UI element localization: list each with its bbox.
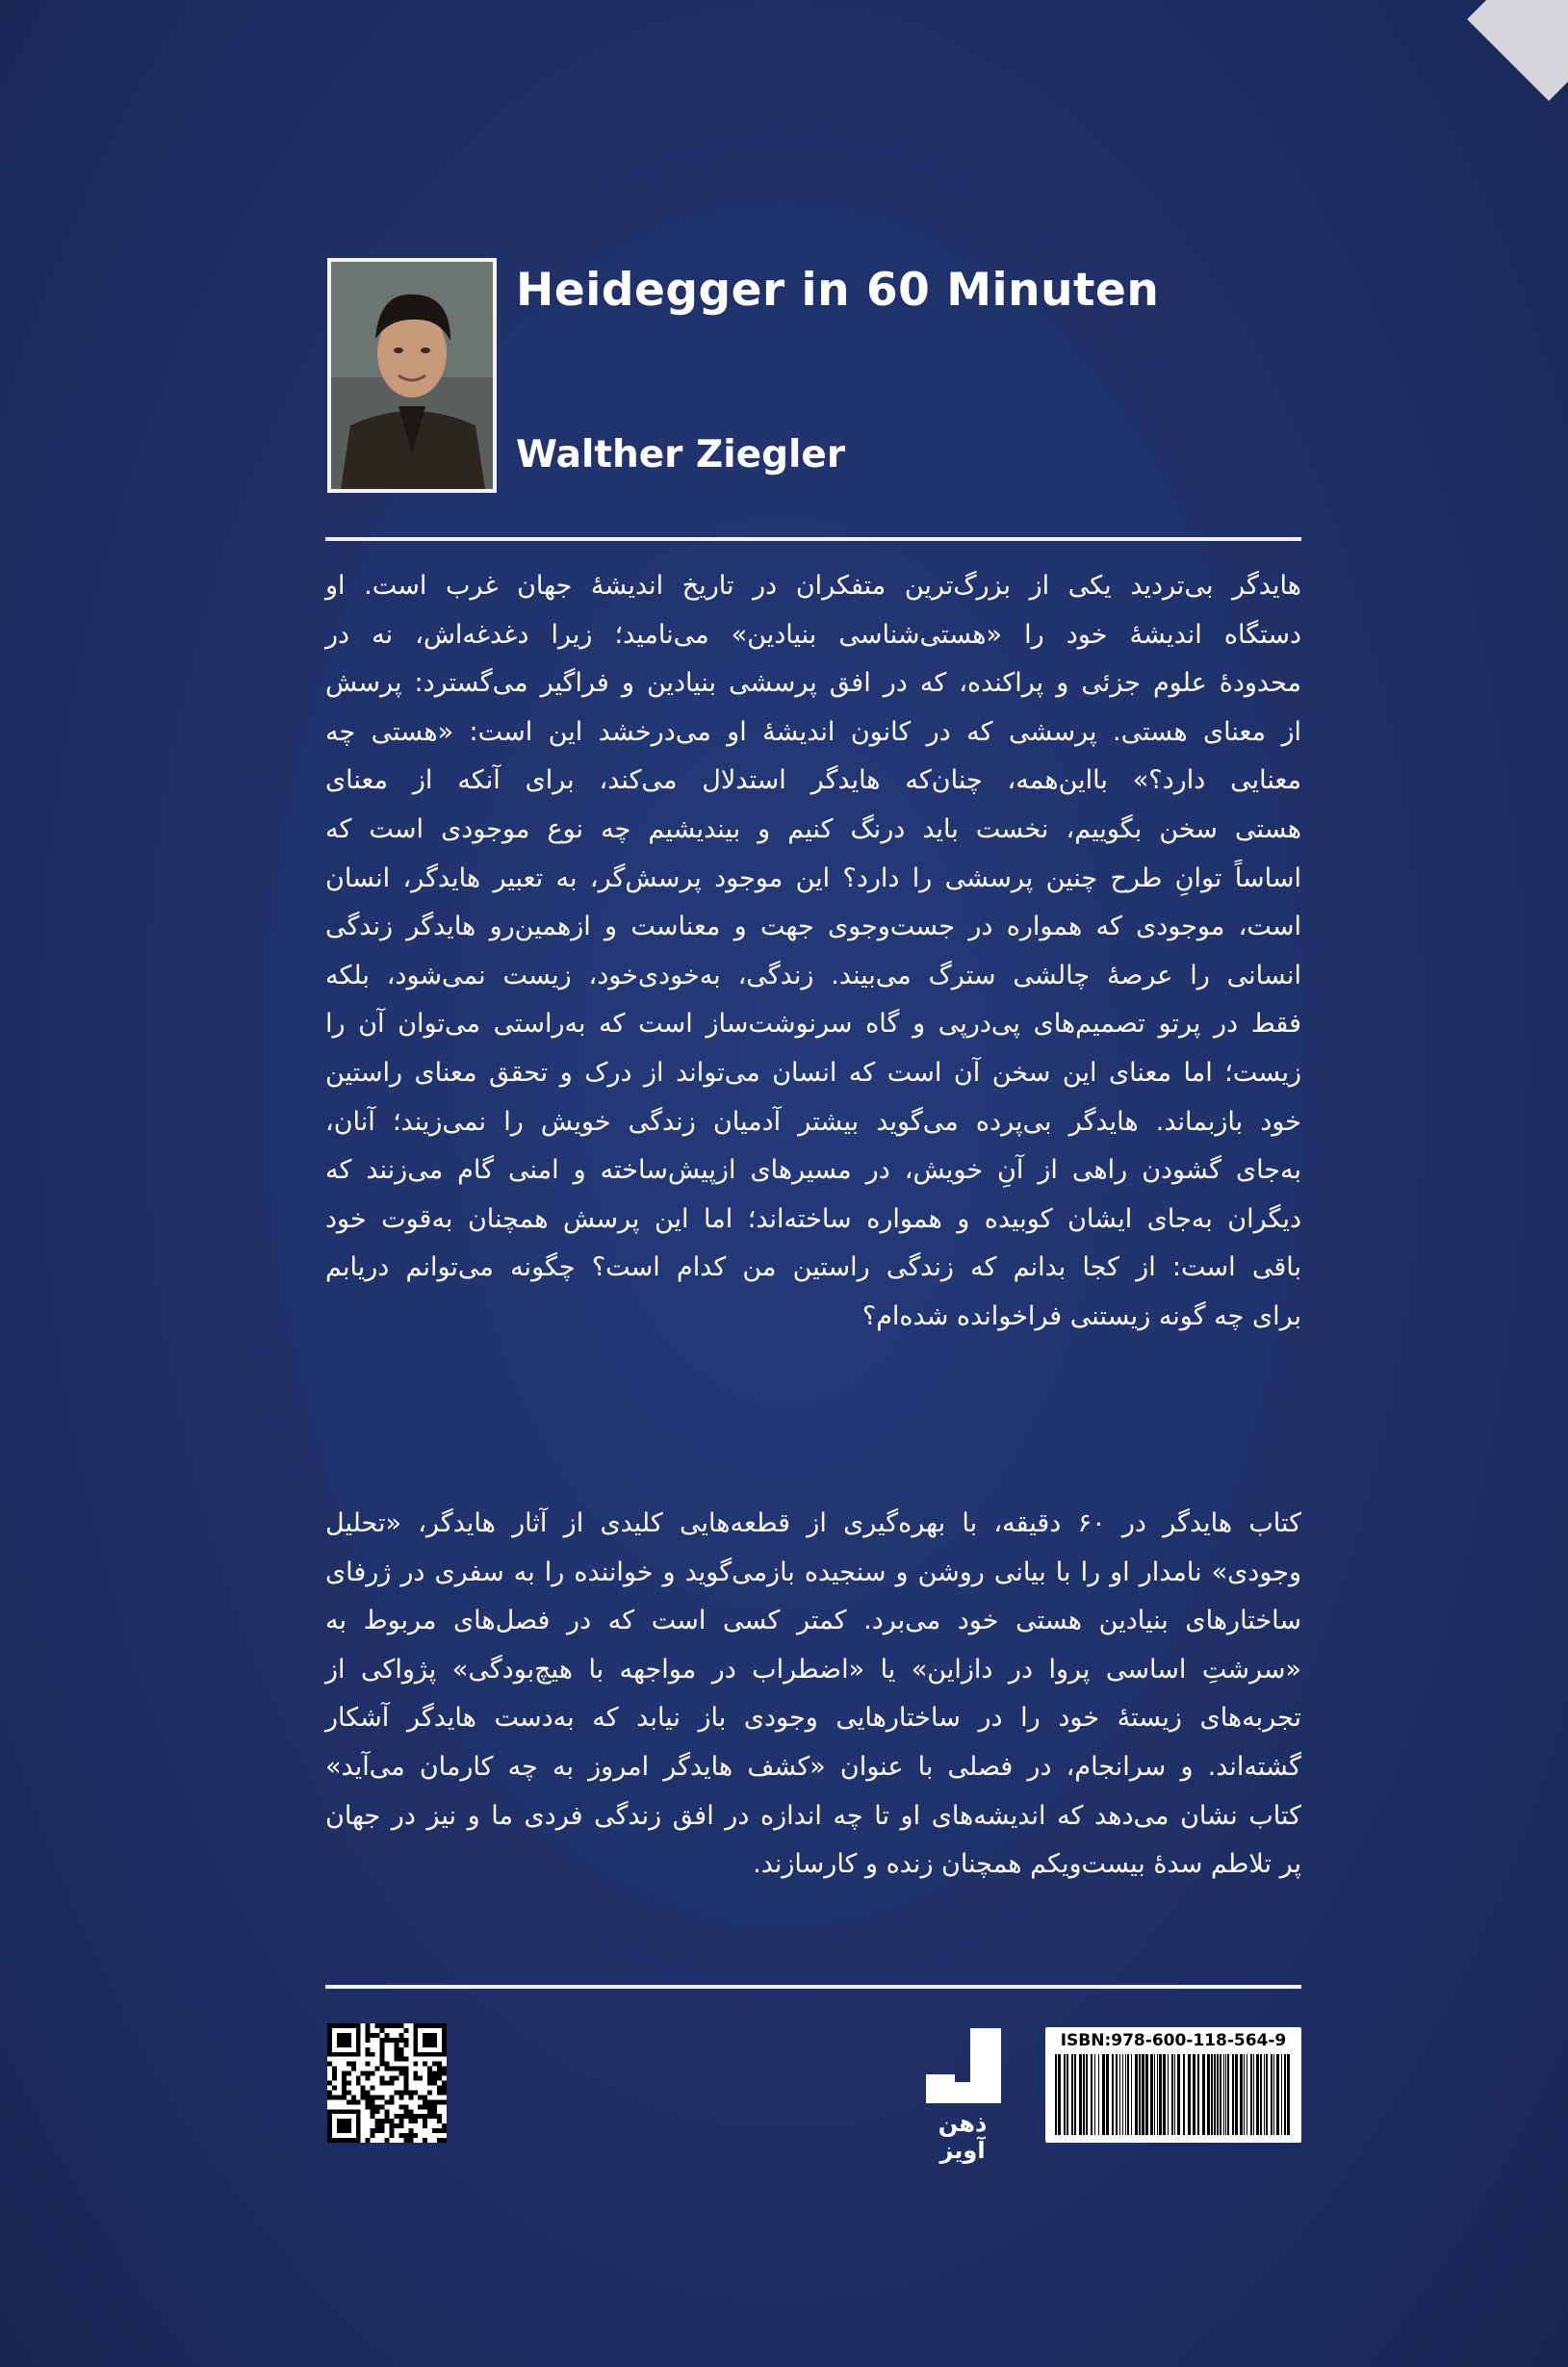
text-line: دیگران به‌جای ایشان کوبیده و همواره ساخته‌اند؛ اما این پرسش همچنان به‌قوت خود xyxy=(325,1203,1301,1234)
text-line: کتاب هایدگر در ۶۰ دقیقه، با بهره‌گیری از قطعه‌هایی کلیدی از آثار هایدگر، «تحلیل xyxy=(325,1508,1302,1538)
bottom-divider xyxy=(325,1985,1301,1989)
text-line: هستی سخن بگوییم، نخست باید درنگ کنیم و بیندیشیم چه نوع موجودی است که xyxy=(325,813,1301,844)
text-line: از معنای هستی. پرسشی که در کانون اندیشهٔ او می‌درخشد این است: «هستی چه xyxy=(325,716,1301,747)
text-line: خود بازبماند. هایدگر بی‌پرده می‌گوید بیشتر آدمیان زندگی خویش را نمی‌زیند؛ آنان، xyxy=(325,1106,1301,1137)
text-line: هایدگر بی‌تردید یکی از بزرگ‌ترین متفکران در تاریخ اندیشهٔ جهان غرب است. او xyxy=(325,571,1301,601)
text-line: زیست؛ اما معنای این سخن آن است که انسان می‌تواند از درک و تحقق معنای راستین xyxy=(325,1057,1301,1088)
text-line: به‌جای گشودن راهی از آنِ خویش، در مسیرهای ازپیش‌ساخته و امنی گام می‌زنند که xyxy=(325,1155,1301,1186)
text-line: است، موجودی که همواره در جست‌وجوی جهت و معناست و ازهمین‌رو هایدگر زندگی xyxy=(325,912,1301,942)
text-line: کتاب نشان می‌دهد که اندیشه‌های او تا چه اندازه در افق زندگی فردی ما و نیز در جهان xyxy=(325,1800,1301,1831)
publisher-name: ذهن آویز xyxy=(938,2110,988,2164)
book-title: Heidegger in 60 Minuten xyxy=(516,264,1160,317)
text-line: پر تلاطم سدهٔ بیست‌ویکم همچنان زنده و کارسازند. xyxy=(753,1849,1301,1880)
text-line: برای چه گونه زیستنی فراخوانده شده‌ام؟ xyxy=(861,1300,1301,1331)
text-line: باقی است: از کجا بدانم که زندگی راستین من کدام است؟ چگونه می‌توانم دریابم xyxy=(325,1252,1301,1283)
qr-code xyxy=(327,2023,447,2143)
page-corner xyxy=(1467,0,1568,101)
text-line: تجربه‌های زیستهٔ خود را در ساختارهایی وجودی باز نیابد که به‌دست هایدگر آشکار xyxy=(325,1703,1301,1734)
isbn-label: ISBN:978-600-118-564-9 xyxy=(1060,2031,1287,2050)
text-line: «سرشتِ اساسی پروا در دازاین» یا «اضطراب در مواجهه با هیچ‌بودگی» پژواکی از xyxy=(325,1654,1301,1685)
book-author: Walther Ziegler xyxy=(516,433,846,476)
author-photo xyxy=(327,258,497,493)
description-paragraph-1 xyxy=(325,562,1301,1342)
barcode-bars xyxy=(1055,2054,1292,2135)
top-divider xyxy=(325,537,1301,541)
description-paragraph-2 xyxy=(325,1500,1301,1890)
text-line: گشته‌اند. و سرانجام، در فصلی با عنوان «کشف هایدگر امروز به چه کارمان می‌آید» xyxy=(325,1751,1301,1782)
text-line: انسانی را عرصهٔ چالشی سترگ می‌بیند. زندگی، به‌خودی‌خود، زیست نمی‌شود، بلکه xyxy=(325,960,1301,991)
barcode xyxy=(1045,2027,1301,2143)
text-line: معنایی دارد؟» بااین‌همه، چنان‌که هایدگر استدلال می‌کند، برای آنکه از معنای xyxy=(325,765,1301,796)
text-line: فقط در پرتو تصمیم‌های پی‌درپی و گاه سرنوشت‌ساز است که به‌راستی می‌توان آن را xyxy=(325,1009,1301,1040)
text-line: اساساً توانِ طرح چنین پرسشی را دارد؟ این موجود پرسش‌گر، به تعبیر هایدگر، انسان xyxy=(325,862,1301,893)
text-line: محدودهٔ علوم جزئی و پراکنده، که در افق پرسشی بنیادین و فراگیر می‌گسترد: پرسش xyxy=(325,668,1301,699)
text-line: وجودی» نامدار او را با بیانی روشن و سنجیده بازمی‌گوید و خواننده را به سفری در ژرفای xyxy=(325,1557,1301,1587)
text-line: ساختارهای بنیادین هستی خود می‌برد. کمتر کسی است که در فصل‌های مربوط به xyxy=(325,1606,1301,1636)
text-line: دستگاه اندیشهٔ خود را «هستی‌شناسی بنیادین» می‌نامید؛ زیرا دغدغه‌اش، نه در xyxy=(325,619,1301,650)
